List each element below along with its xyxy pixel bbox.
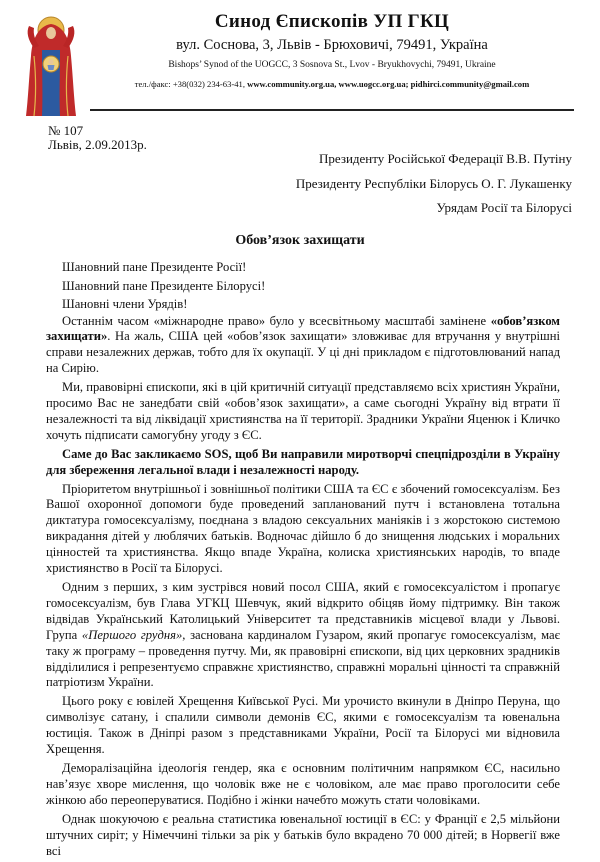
address-en: Bishops’ Synod of the UOGCC, 3 Sosnova St., Lvov - Bryukhovychi, 79491, Ukraine	[168, 60, 496, 70]
contact-line	[92, 78, 572, 91]
paragraph-6: Цього року є ювілей Хрещення Київської Русі. Ми урочисто вкинули в Дніпро Перуна, що символізує сатану, і спалили символи демонів ЄС, якими є гомосексуалізм та ювенальна юстиція. Також в Дніпрі разом з представниками України, Росії та Білорусі ми відновила Хрещення.	[46, 694, 560, 757]
paragraph-1	[46, 314, 560, 378]
theotokos-icon	[22, 14, 80, 118]
contact-phone: тел./факс: +38(032) 234-63-41,	[134, 79, 248, 89]
org-title: Синод Єпископів УП ГКЦ	[214, 11, 450, 32]
paragraph-1-end: . На жаль, США цей «обов’язок захищати» зловживає для втручання у внутрішні справи незалежних держав, тобто для їх окупації. У ці дні прикладом є підготовлюваний напад на Сирію.	[46, 329, 560, 376]
paragraph-7: Деморалізаційна ідеологія гендер, яка є основним політичним напрямком ЄС, насильно нав’язує хворе мислення, що чоловік вже не є чоловіком, але має право проголосити себе жінкою або переоперуватися. Подібно і жінки начебто можуть стати чоловіками.	[46, 760, 560, 807]
recipient-2: Президенту Республіки Білорусь О. Г. Лукашенку	[295, 176, 572, 191]
letter-title: Обов’язок захищати	[235, 233, 365, 248]
paragraph-5-start: Одним з перших, з ким зустрівся новий посол США, який є гомосексуалістом і пропагує гомосексуалізм, був Глава УГКЦ Шевчук, який відкрито обіцяв йому підтримку. Він також відвідав Український Католицький Університет та представників місцевої влади у Львові. Група	[46, 580, 560, 642]
document-number: № 107	[48, 123, 84, 138]
paragraph-5	[46, 580, 560, 691]
contact-links: www.community.org.ua, www.uogcc.org.ua; pidhirci.community@gmail.com	[247, 79, 530, 89]
paragraph-4: Пріоритетом внутрішньої і зовнішньої політики США та ЄС є збочений гомосексуалізм. Без Вашої охоронної допомоги буде проведений запланований путч і встановлена тотальна диктатура гомосексуалізму, поєднана з владою сексуальних маніяків і з жорстокою системою викрадання дітей у люблячих батьків. Водночас дійшло б до знищення людських і моральних цінностей та християнства. Якщо впаде Україна, колиска християнських народів, то впаде християнство в Росії та Білорусі.	[46, 481, 560, 576]
letter-body	[46, 258, 560, 862]
salutation-2: Шановний пане Президенте Білорусі!	[62, 278, 266, 293]
salutation-3: Шановні члени Урядів!	[62, 297, 188, 311]
recipient-1: Президенту Російської Федерації В.В. Путіну	[319, 151, 572, 166]
recipient-3: Урядам Росії та Білорусі	[436, 200, 572, 215]
paragraph-5-end: , заснована кардиналом Гузаром, який пропагує гомосексуалізм, має таку ж програму – проведення путчу. Ми, як правовірні єпископи, від цих церковних зрадників відділилися і репрезентуємо справжнє християнство, справжні моральні цінності та справжній патріотизм України.	[46, 627, 560, 690]
salutation-1: Шановний пане Президенте Росії!	[62, 260, 247, 274]
paragraph-2: Ми, правовірні єпископи, які в цій критичній ситуації представляємо всіх християн України, просимо Вас не занедбати свій «обов’язок захищати», а саме сьогодні Україну від втрати її незалежності та від ліквідації християнства на її території. Зрадники України Яценюк і Кличко хочуть підписати самогубну угоду з ЄС.	[46, 380, 560, 442]
paragraph-1-start: Останнім часом «міжнародне право» було у всесвітньому масштабі замінене	[62, 313, 491, 328]
paragraph-3-sos: Саме до Вас закликаємо SOS, щоб Ви направили миротворчі спецпідрозділи в Україну для збереження легальної влади і незалежності народу.	[46, 446, 560, 477]
reference-block	[48, 124, 147, 152]
place-date: Львів, 2.09.2013р.	[48, 137, 147, 152]
paragraph-5-italic: «Першого грудня»	[81, 627, 183, 642]
paragraph-1-bold: «обов’язком захищати»	[46, 313, 560, 344]
address-ua: вул. Соснова, 3, Львів - Брюховичі, 79491, Україна	[176, 37, 488, 53]
paragraph-8: Однак шокуючою є реальна статистика ювенальної юстиції в ЄС: у Франції є 2,5 мільйони штучних сиріт; у Німеччині тільки за рік у батьків було вкрадено 70 000 дітей; в Норвегії вже всі	[46, 811, 560, 858]
letterhead	[92, 10, 572, 91]
header-divider	[90, 109, 574, 111]
